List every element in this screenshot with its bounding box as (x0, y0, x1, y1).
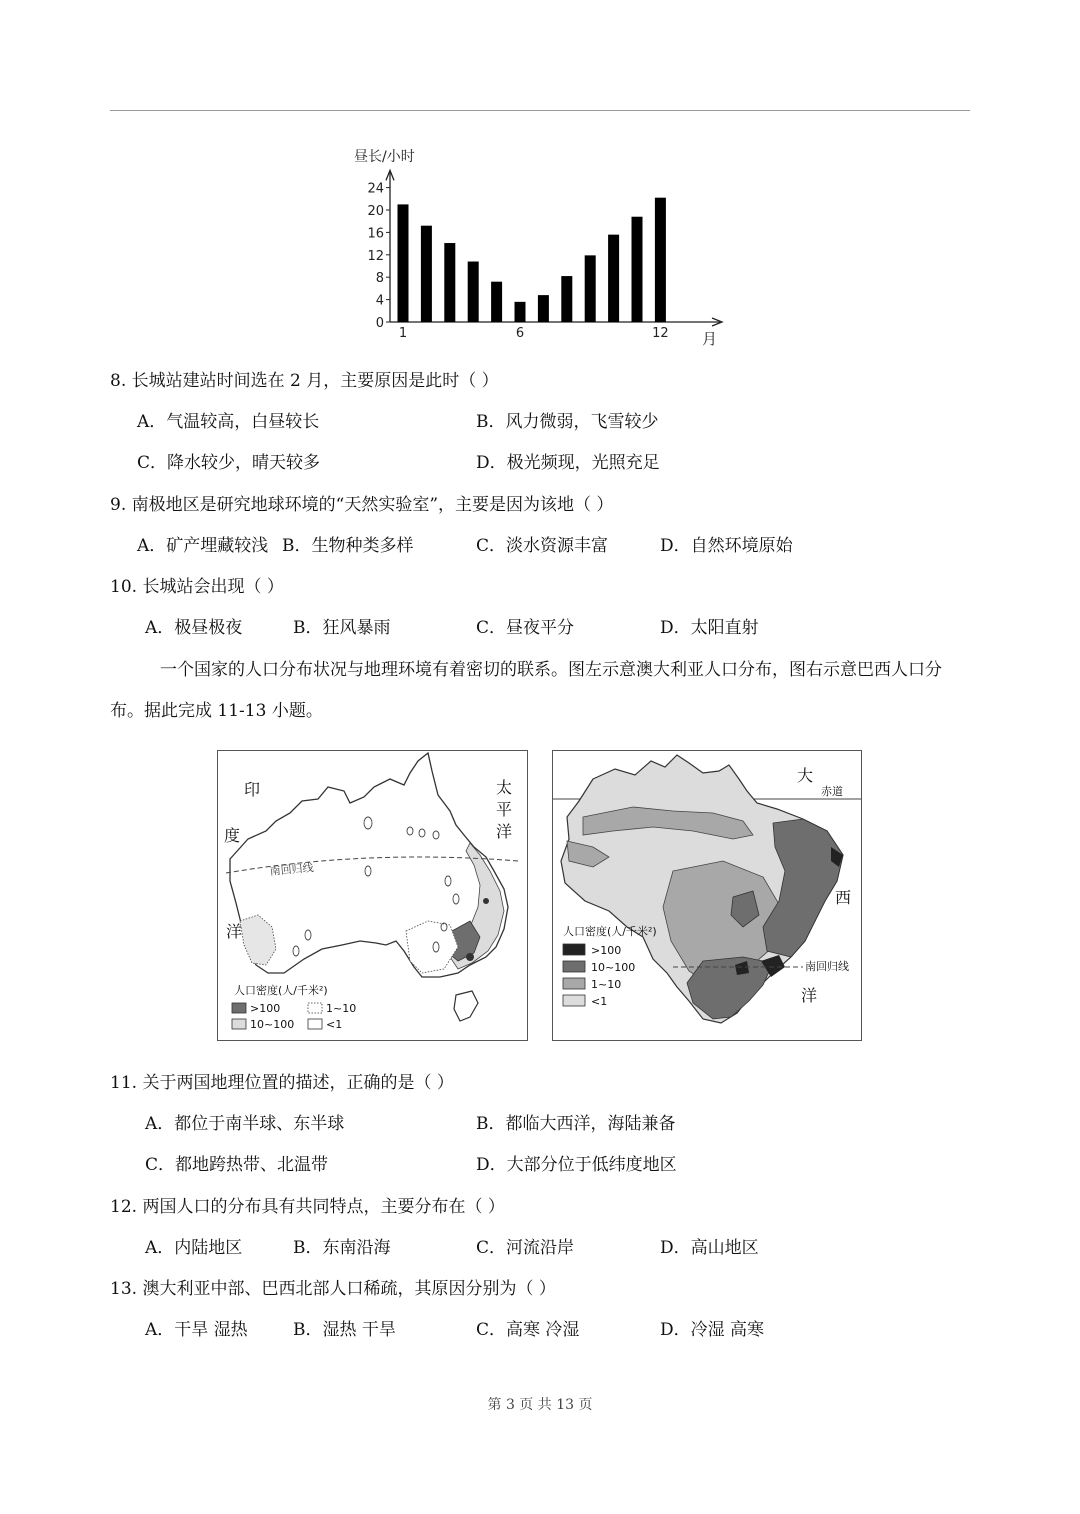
q8-option-b: B．风力微弱，飞雪较少 (476, 412, 659, 432)
q9-option-c: C．淡水资源丰富 (476, 536, 609, 556)
au-tropic-label: 南回归线 (269, 861, 315, 878)
brazil-map-svg (553, 751, 861, 1040)
y-tick-label: 12 (367, 248, 384, 264)
chart-axes (386, 170, 722, 326)
br-equator-label: 赤道 (821, 785, 843, 798)
bar-month-9 (585, 255, 596, 322)
q11-option-d: D．大部分位于低纬度地区 (476, 1155, 677, 1175)
q9-option-a: A．矿产埋藏较浅 (137, 536, 269, 556)
q10-option-c: C．昼夜平分 (476, 618, 575, 638)
au-ocean-left-2: 度 (224, 826, 241, 845)
question-12-stem: 12. 两国人口的分布具有共同特点，主要分布在（ ） (110, 1197, 505, 1217)
day-length-chart (340, 140, 740, 355)
br-ocean-2: 西 (835, 888, 852, 907)
au-legend-2: 1~10 (326, 1002, 357, 1015)
bar-month-1 (398, 204, 409, 322)
question-10-stem: 10. 长城站会出现（ ） (110, 577, 284, 597)
tasmania (454, 991, 478, 1021)
bar-month-8 (561, 276, 572, 322)
q10-option-d: D．太阳直射 (660, 618, 759, 638)
x-tick-label: 6 (515, 326, 525, 341)
au-ocean-left-1: 印 (244, 780, 261, 799)
bar-month-3 (444, 243, 455, 322)
q13-option-b: B．湿热 干旱 (293, 1320, 396, 1340)
q9-option-d: D．自然环境原始 (660, 536, 793, 556)
q8-option-a: A．气温较高，白昼较长 (137, 412, 320, 432)
br-legend-2: 10~100 (591, 961, 636, 974)
q12-option-b: B．东南沿海 (293, 1238, 391, 1258)
q8-option-d: D．极光频现，光照充足 (476, 453, 660, 473)
brazil-map (552, 750, 862, 1041)
bar-month-11 (632, 217, 643, 322)
bar-month-2 (421, 226, 432, 322)
question-13-stem: 13. 澳大利亚中部、巴西北部人口稀疏，其原因分别为（ ） (110, 1279, 556, 1299)
br-ocean-1: 大 (797, 766, 814, 785)
br-legend-3: 1~10 (591, 978, 622, 991)
australia-map-svg (218, 751, 527, 1040)
y-tick-label: 8 (375, 271, 384, 287)
au-legend-1: >100 (250, 1002, 281, 1015)
bar-month-6 (515, 302, 526, 322)
x-tick-label: 1 (398, 326, 408, 341)
br-ocean-3: 洋 (801, 986, 818, 1005)
city-dot-2 (483, 898, 489, 904)
q11-option-c: C．都地跨热带、北温带 (145, 1155, 329, 1175)
au-legend-title: 人口密度(人/千米²) (234, 984, 328, 997)
header-rule (110, 110, 970, 111)
q10-option-b: B．狂风暴雨 (293, 618, 391, 638)
br-legend-4: <1 (591, 995, 608, 1008)
q13-option-c: C．高寒 冷湿 (476, 1320, 580, 1340)
bar-month-4 (468, 262, 479, 322)
q12-option-a: A．内陆地区 (145, 1238, 243, 1258)
q9-option-b: B．生物种类多样 (282, 536, 414, 556)
au-ocean-right-2: 平 (496, 800, 513, 819)
au-legend-4: <1 (326, 1018, 343, 1031)
bar-month-10 (608, 235, 619, 322)
au-ocean-right-1: 太 (496, 778, 513, 797)
question-11-stem: 11. 关于两国地理位置的描述，正确的是（ ） (110, 1073, 454, 1093)
au-legend-3: 10~100 (250, 1018, 295, 1031)
bar-month-12 (655, 198, 666, 322)
x-tick-label: 12 (652, 326, 669, 341)
au-ocean-left-3: 洋 (226, 922, 243, 941)
chart-xlabel: 月 (702, 330, 718, 348)
q13-option-a: A．干旱 湿热 (145, 1320, 248, 1340)
q13-option-d: D．冷湿 高寒 (660, 1320, 765, 1340)
question-8-stem: 8. 长城站建站时间选在 2 月，主要原因是此时（ ） (110, 371, 499, 391)
au-ocean-right-3: 洋 (496, 822, 513, 841)
page-footer: 第 3 页 共 13 页 (487, 1397, 593, 1413)
chart-ylabel: 昼长/小时 (354, 149, 415, 165)
question-9-stem: 9. 南极地区是研究地球环境的“天然实验室”，主要是因为该地（ ） (110, 495, 614, 515)
br-legend-1: >100 (591, 944, 622, 957)
y-tick-label: 16 (367, 226, 384, 242)
bar-month-5 (491, 282, 502, 322)
passage-text: 一个国家的人口分布状况与地理环境有着密切的联系。图左示意澳大利亚人口分布，图右示意巴西人口分布。据此完成 11-13 小题。 (110, 660, 942, 721)
q11-option-a: A．都位于南半球、东半球 (145, 1114, 345, 1134)
y-tick-label: 4 (375, 293, 384, 309)
australia-map (217, 750, 528, 1041)
y-tick-label: 24 (367, 181, 384, 197)
y-tick-label: 20 (367, 204, 384, 219)
q12-option-d: D．高山地区 (660, 1238, 759, 1258)
city-dot (466, 953, 474, 961)
chart-bars (398, 198, 666, 322)
y-tick-label: 0 (375, 316, 384, 331)
q11-option-b: B．都临大西洋，海陆兼备 (476, 1114, 676, 1134)
br-tropic-label: 南回归线 (805, 960, 849, 973)
bar-month-7 (538, 295, 549, 322)
q8-option-c: C．降水较少，晴天较多 (137, 453, 321, 473)
q12-option-c: C．河流沿岸 (476, 1238, 575, 1258)
q10-option-a: A．极昼极夜 (145, 618, 243, 638)
br-legend-title: 人口密度(人/千米²) (563, 925, 657, 938)
